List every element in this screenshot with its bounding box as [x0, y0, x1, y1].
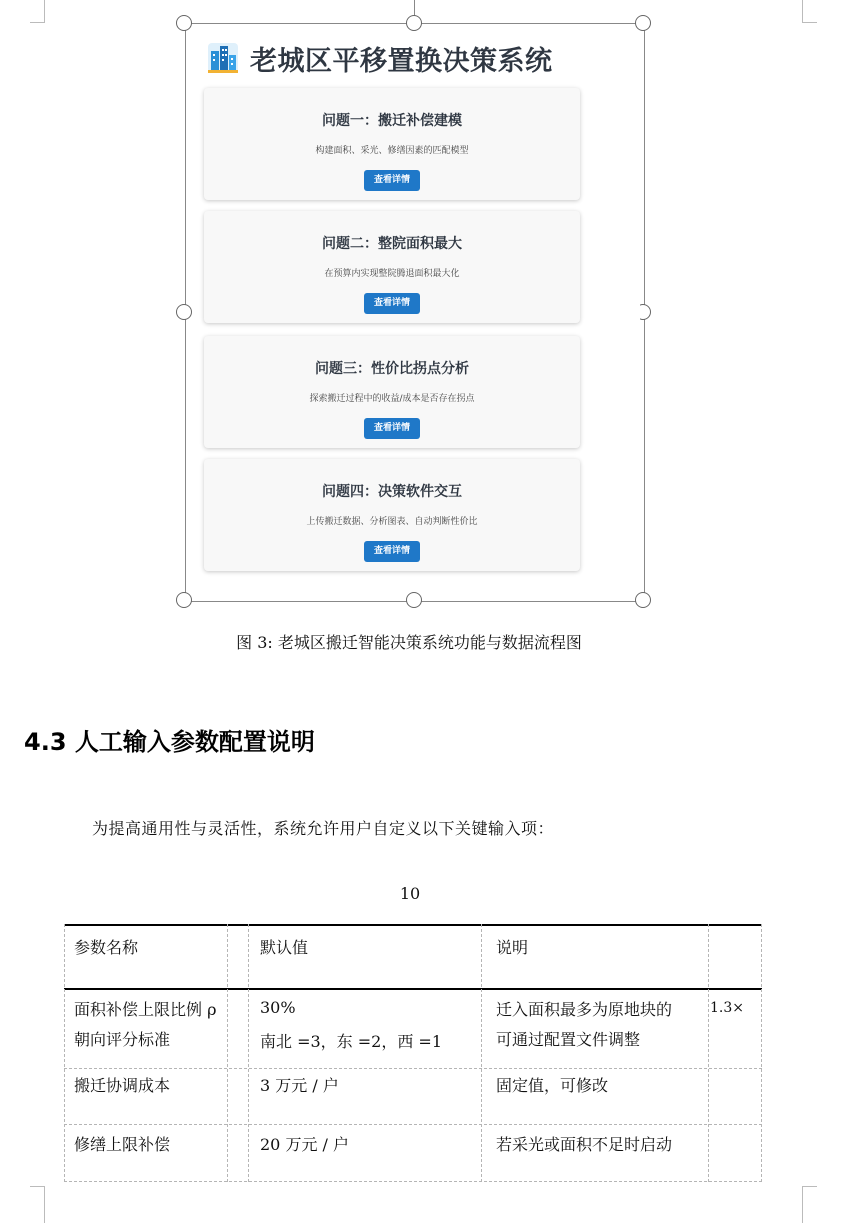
table-row-divider	[64, 1124, 762, 1125]
resize-handle-left[interactable]	[176, 304, 192, 320]
table-cell: 可通过配置文件调整	[496, 1030, 641, 1049]
table-cell: 30%	[260, 998, 296, 1017]
rotate-handle[interactable]	[414, 0, 415, 16]
view-details-button[interactable]: 查看详情	[364, 170, 420, 191]
table-row-divider	[64, 1068, 762, 1069]
card-description: 探索搬迁过程中的收益/成本是否存在拐点	[309, 394, 475, 404]
table-col-divider	[64, 924, 65, 1182]
view-details-button[interactable]: 查看详情	[364, 418, 420, 439]
page-number: 10	[399, 884, 421, 903]
table-cell: 搬迁协调成本	[74, 1076, 171, 1095]
card-problem-1	[204, 88, 580, 200]
table-bottom-rule	[64, 1181, 762, 1182]
parameter-table	[64, 924, 762, 1182]
table-cell: 1.3×	[710, 1000, 744, 1016]
table-cell: 若采光或面积不足时启动	[496, 1135, 673, 1154]
figure-caption: 图 3: 老城区搬迁智能决策系统功能与数据流程图	[236, 633, 582, 652]
table-cell: 修缮上限补偿	[74, 1135, 171, 1154]
table-top-rule	[64, 924, 762, 926]
crop-mark-bottom-left	[30, 1186, 45, 1223]
table-col-divider	[761, 924, 762, 1182]
card-description: 构建面积、采光、修缮因素的匹配模型	[315, 146, 469, 156]
resize-handle-bottom[interactable]	[406, 592, 422, 608]
section-heading: 4.3 人工输入参数配置说明	[24, 728, 315, 756]
table-cell: 固定值，可修改	[496, 1076, 609, 1095]
embedded-app-screenshot	[194, 32, 640, 592]
card-description: 在预算内实现整院腾退面积最大化	[324, 269, 460, 279]
table-cell: 南北 =3，东 =2，西 =1	[260, 1032, 443, 1051]
resize-handle-top-right[interactable]	[635, 15, 651, 31]
card-title: 问题三：性价比拐点分析	[315, 361, 469, 377]
crop-mark-bottom-right	[802, 1186, 817, 1223]
table-cell: 面积补偿上限比例 ρ	[74, 1000, 217, 1019]
table-col-divider	[227, 924, 228, 1182]
table-cell: 朝向评分标准	[74, 1030, 171, 1049]
view-details-button[interactable]: 查看详情	[364, 541, 420, 562]
table-header-cell: 说明	[496, 938, 529, 957]
table-cell: 20 万元 / 户	[260, 1135, 350, 1154]
table-cell: 迁入面积最多为原地块的	[496, 1000, 673, 1019]
crop-mark-top-left	[30, 0, 45, 23]
table-col-divider	[708, 924, 709, 1182]
crop-mark-top-right	[802, 0, 817, 23]
body-paragraph: 为提高通用性与灵活性，系统允许用户自定义以下关键输入项：	[92, 819, 555, 838]
resize-handle-bottom-left[interactable]	[176, 592, 192, 608]
app-title: 老城区平移置换决策系统	[250, 45, 553, 77]
resize-handle-bottom-right[interactable]	[635, 592, 651, 608]
view-details-button[interactable]: 查看详情	[364, 293, 420, 314]
card-title: 问题四：决策软件交互	[322, 484, 462, 500]
table-header-cell: 参数名称	[74, 938, 139, 957]
table-col-divider	[481, 924, 482, 1182]
resize-handle-top[interactable]	[406, 15, 422, 31]
resize-handle-top-left[interactable]	[176, 15, 192, 31]
card-problem-2	[204, 211, 580, 323]
table-cell: 3 万元 / 户	[260, 1076, 339, 1095]
card-title: 问题二：整院面积最大	[322, 236, 462, 252]
card-problem-4	[204, 459, 580, 571]
city-buildings-icon	[208, 43, 238, 73]
table-header-cell: 默认值	[260, 938, 309, 957]
table-header-rule	[64, 988, 762, 990]
card-problem-3	[204, 336, 580, 448]
card-title: 问题一：搬迁补偿建模	[322, 113, 462, 129]
card-description: 上传搬迁数据、分析图表、自动判断性价比	[306, 517, 478, 527]
table-col-divider	[248, 924, 249, 1182]
app-header	[208, 38, 553, 78]
